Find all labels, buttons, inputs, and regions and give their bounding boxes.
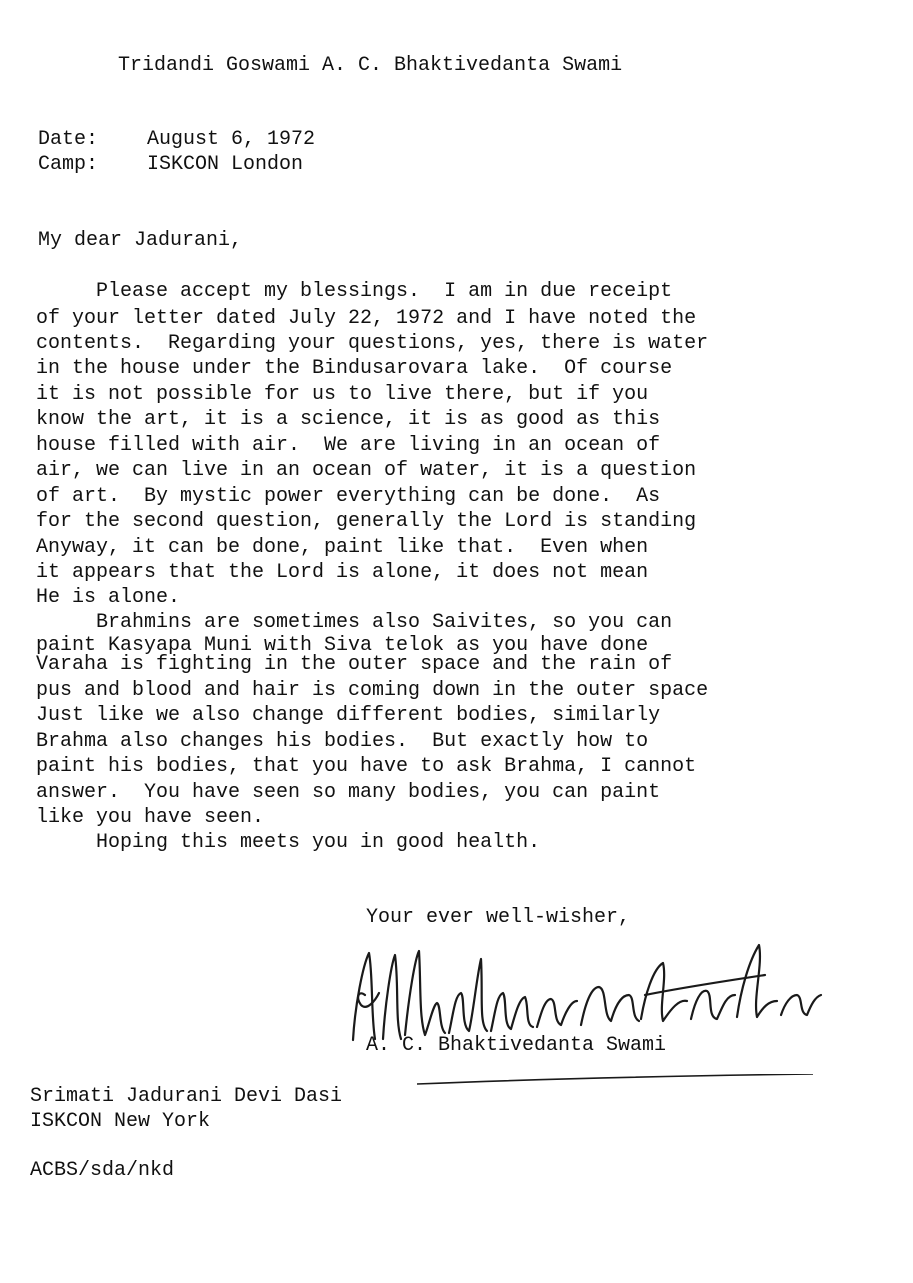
body-line: in the house under the Bindusarovara lake. Of course xyxy=(36,357,673,380)
body-line: like you have seen. xyxy=(36,806,265,829)
body-line: for the second question, generally the Lord is standing xyxy=(36,510,697,533)
body-line: house filled with air. We are living in an ocean of xyxy=(36,434,661,457)
signature-underline xyxy=(415,1072,815,1086)
body-line: Brahmins are sometimes also Saivites, so you can xyxy=(36,611,673,634)
body-line: Anyway, it can be done, paint like that. Even when xyxy=(36,536,649,559)
letterhead: Tridandi Goswami A. C. Bhaktivedanta Swami xyxy=(118,54,623,77)
body-line: know the art, it is a science, it is as good as this xyxy=(36,408,661,431)
body-line: paint his bodies, that you have to ask Brahma, I cannot xyxy=(36,755,697,778)
body-line: Varaha is fighting in the outer space and the rain of xyxy=(36,653,673,676)
camp-value: ISKCON London xyxy=(147,153,304,176)
recipient-name: Srimati Jadurani Devi Dasi xyxy=(30,1085,343,1108)
body-line: answer. You have seen so many bodies, you can paint xyxy=(36,781,661,804)
body-line: of art. By mystic power everything can be done. As xyxy=(36,485,661,508)
body-line: it appears that the Lord is alone, it does not mean xyxy=(36,561,649,584)
recipient-location: ISKCON New York xyxy=(30,1110,211,1133)
salutation: My dear Jadurani, xyxy=(38,229,243,252)
body-line: Hoping this meets you in good health. xyxy=(36,831,541,854)
camp-label: Camp: xyxy=(38,153,99,176)
date-value: August 6, 1972 xyxy=(147,128,316,151)
body-line: of your letter dated July 22, 1972 and I have noted the xyxy=(36,307,697,330)
body-line: Please accept my blessings. I am in due receipt xyxy=(36,280,673,303)
body-line: Brahma also changes his bodies. But exactly how to xyxy=(36,730,649,753)
date-label: Date: xyxy=(38,128,99,151)
body-line: pus and blood and hair is coming down in the outer space xyxy=(36,679,709,702)
body-line: Just like we also change different bodies, similarly xyxy=(36,704,661,727)
reference-initials: ACBS/sda/nkd xyxy=(30,1159,175,1182)
closing: Your ever well-wisher, xyxy=(366,906,631,929)
body-line: He is alone. xyxy=(36,586,181,609)
body-line: air, we can live in an ocean of water, it is a question xyxy=(36,459,697,482)
signature-name: A. C. Bhaktivedanta Swami xyxy=(366,1034,667,1057)
body-line: paint Kasyapa Muni with Siva telok as you have done xyxy=(36,634,649,657)
body-line: it is not possible for us to live there, but if you xyxy=(36,383,649,406)
body-line: contents. Regarding your questions, yes, there is water xyxy=(36,332,709,355)
